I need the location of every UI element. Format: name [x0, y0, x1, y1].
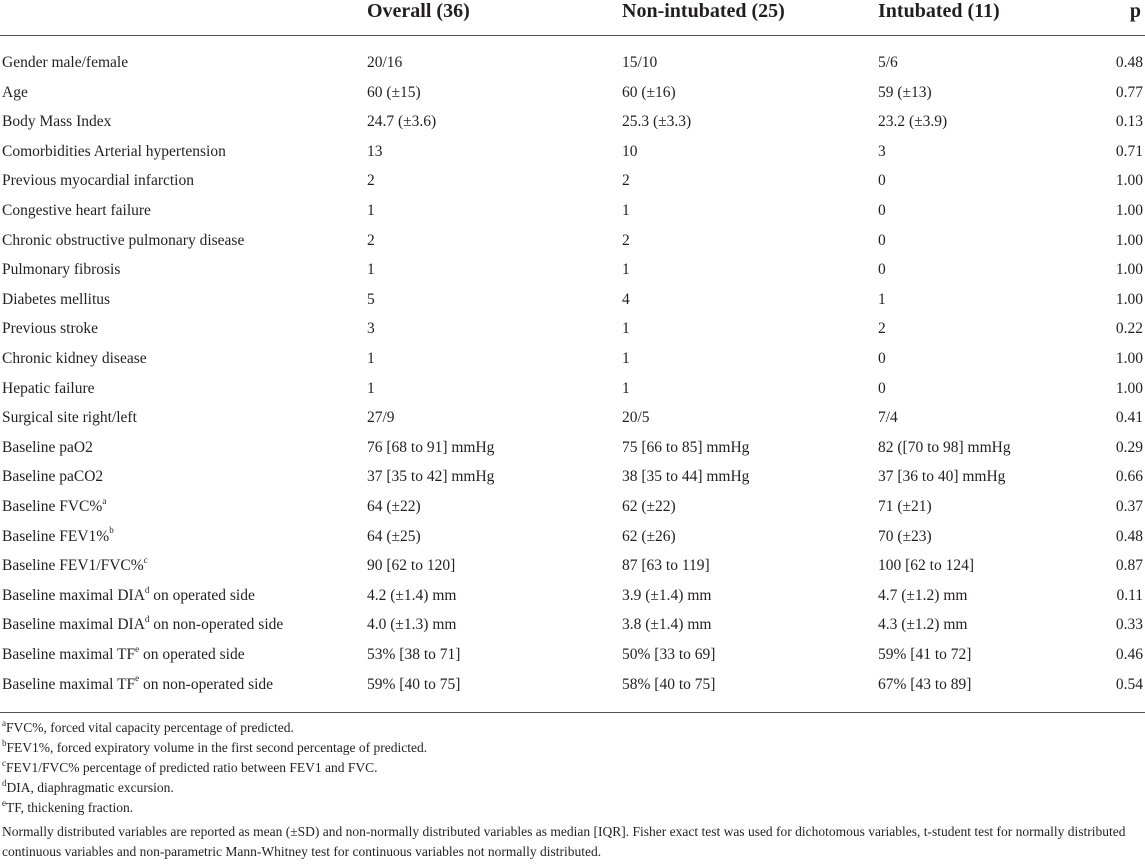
cell-p: 0.13	[1115, 113, 1143, 131]
table-row	[0, 616, 1145, 645]
cell-p: 0.54	[1115, 675, 1143, 693]
row-label-text: Comorbidities Arterial hypertension	[2, 142, 226, 160]
row-label	[2, 232, 244, 250]
cell-p: 0.22	[1115, 320, 1143, 338]
row-label-text: Hepatic failure	[2, 379, 95, 397]
cell-overall: 4.0 (±1.3) mm	[367, 616, 457, 634]
footnote-text: FEV1%, forced expiratory volume in the first second percentage of predicted.	[6, 740, 428, 755]
cell-overall: 37 [35 to 42] mmHg	[367, 468, 495, 486]
cell-non-intubated: 58% [40 to 75]	[622, 675, 716, 693]
row-label-text: Baseline FVC%	[2, 498, 103, 515]
cell-non-intubated: 25.3 (±3.3)	[622, 113, 692, 131]
cell-intubated: 0	[878, 379, 886, 397]
table-row	[0, 380, 1145, 409]
cell-non-intubated: 3.8 (±1.4) mm	[622, 616, 712, 634]
footnote-marker: a	[102, 495, 107, 506]
row-label-text: Age	[2, 83, 28, 101]
header-overall: Overall (36)	[367, 0, 470, 22]
cell-non-intubated: 1	[622, 202, 630, 219]
row-label	[2, 54, 128, 72]
cell-overall: 59% [40 to 75]	[367, 675, 461, 693]
table-note: Normally distributed variables are reported as mean (±SD) and non-normally distributed variables as median [IQR]. Fisher exact test was used for dichotomous variables, t-student test for normally distributed continuous variables and non-parametric Mann-Whitney test for continuous variables not normally distributed.	[2, 824, 1126, 859]
header-p: p	[1129, 0, 1141, 22]
cell-intubated: 7/4	[878, 409, 898, 427]
cell-non-intubated: 4	[622, 290, 630, 308]
cell-overall: 90 [62 to 120]	[367, 557, 456, 575]
footnote-marker: c	[2, 757, 6, 768]
cell-overall: 64 (±22)	[367, 498, 421, 515]
cell-overall: 3	[367, 320, 375, 338]
row-label	[2, 557, 148, 575]
header-intubated: Intubated (11)	[878, 0, 1000, 22]
cell-non-intubated: 10	[622, 142, 638, 160]
cell-intubated: 2	[878, 320, 886, 338]
row-label	[2, 380, 95, 398]
cell-p: 0.48	[1115, 54, 1143, 71]
cell-intubated: 3	[878, 142, 886, 160]
table-row	[0, 232, 1145, 261]
footnote-marker: d	[144, 614, 150, 625]
cell-overall: 13	[367, 142, 383, 160]
cell-p: 1.00	[1115, 350, 1143, 367]
cell-intubated: 4.7 (±1.2) mm	[878, 586, 968, 604]
row-label-text: Congestive heart failure	[2, 202, 151, 219]
footnote-marker: c	[143, 555, 148, 566]
row-label-text: Chronic kidney disease	[2, 350, 147, 367]
cell-overall: 2	[367, 172, 375, 190]
table-row	[0, 350, 1145, 379]
cell-non-intubated: 38 [35 to 44] mmHg	[622, 468, 750, 486]
cell-overall: 1	[367, 350, 375, 367]
cell-p: 0.37	[1115, 498, 1143, 515]
cell-overall: 20/16	[367, 54, 403, 71]
cell-intubated: 67% [43 to 89]	[878, 675, 972, 693]
footnote-text: DIA, diaphragmatic excursion.	[6, 780, 174, 795]
table-row	[0, 643, 1145, 675]
cell-non-intubated: 1	[622, 261, 630, 279]
cell-non-intubated: 62 (±26)	[622, 527, 676, 545]
cell-non-intubated: 60 (±16)	[622, 83, 676, 101]
cell-non-intubated: 2	[622, 231, 630, 249]
cell-overall: 60 (±15)	[367, 83, 421, 101]
cell-non-intubated: 75 [66 to 85] mmHg	[622, 438, 750, 456]
footnote	[2, 797, 1142, 820]
row-label	[2, 409, 137, 427]
cell-p: 0.71	[1115, 142, 1143, 160]
cell-overall: 4.2 (±1.4) mm	[367, 586, 457, 604]
cell-intubated: 37 [36 to 40] mmHg	[878, 468, 1006, 486]
footnote	[2, 777, 1142, 800]
header-non-intubated: Non-intubated (25)	[622, 0, 785, 22]
row-label-suffix: on non-operated side	[139, 675, 274, 693]
cell-p: 0.87	[1115, 557, 1143, 575]
cell-intubated: 0	[878, 231, 886, 249]
row-label	[2, 584, 255, 605]
footnote-text: FVC%, forced vital capacity percentage of predicted.	[6, 720, 294, 735]
row-label-text: Chronic obstructive pulmonary disease	[2, 231, 245, 249]
footnotes	[2, 717, 1142, 862]
cell-intubated: 59% [41 to 72]	[878, 646, 972, 663]
cell-p: 0.77	[1115, 83, 1143, 101]
bottom-rule	[0, 712, 1145, 713]
footnote-marker: e	[2, 797, 6, 808]
cell-overall: 2	[367, 231, 375, 249]
row-label	[2, 291, 110, 309]
table-row	[0, 468, 1145, 497]
table-row	[0, 84, 1145, 113]
footnote	[2, 737, 1142, 760]
row-label	[2, 643, 245, 664]
table-row	[0, 261, 1145, 290]
cell-non-intubated: 87 [63 to 119]	[622, 557, 710, 575]
footnote-marker: a	[2, 717, 6, 728]
cell-non-intubated: 1	[622, 350, 630, 367]
row-label	[2, 616, 283, 634]
row-label-text: Baseline paO2	[2, 438, 93, 456]
cell-overall: 1	[367, 379, 375, 397]
row-label-text: Diabetes mellitus	[2, 290, 111, 308]
cell-p: 1.00	[1115, 202, 1143, 219]
cell-p: 0.41	[1115, 409, 1143, 427]
cell-overall: 27/9	[367, 409, 395, 427]
cell-p: 0.29	[1115, 438, 1143, 456]
row-label	[2, 495, 107, 516]
footnote-marker: b	[109, 525, 114, 536]
cell-p: 0.48	[1115, 527, 1143, 545]
cell-intubated: 0	[878, 350, 886, 367]
cell-non-intubated: 1	[622, 379, 630, 397]
cell-non-intubated: 20/5	[622, 409, 650, 427]
footnote	[2, 717, 1142, 740]
row-label	[2, 113, 111, 131]
row-label	[2, 350, 147, 368]
row-label-text: Baseline FEV1/FVC%	[2, 557, 144, 575]
row-label-text: Gender male/female	[2, 54, 129, 71]
cell-p: 1.00	[1115, 379, 1143, 397]
footnote	[2, 757, 1142, 780]
cell-p: 0.66	[1115, 468, 1143, 486]
row-label-text: Body Mass Index	[2, 113, 112, 131]
cell-intubated: 0	[878, 172, 886, 190]
table-row	[0, 291, 1145, 320]
cell-p: 0.33	[1115, 616, 1143, 634]
row-label-text: Surgical site right/left	[2, 409, 137, 427]
table-row	[0, 202, 1145, 231]
cell-overall: 64 (±25)	[367, 527, 421, 545]
table-row	[0, 143, 1145, 172]
cell-overall: 5	[367, 290, 375, 308]
table-row	[0, 525, 1145, 557]
footnote-marker: e	[135, 643, 140, 654]
cell-p: 1.00	[1115, 231, 1143, 249]
cell-intubated: 0	[878, 261, 886, 279]
cell-non-intubated: 2	[622, 172, 630, 190]
row-label-suffix: on non-operated side	[149, 616, 284, 634]
cell-p: 1.00	[1115, 172, 1143, 190]
cell-overall: 24.7 (±3.6)	[367, 113, 437, 131]
table-row	[0, 409, 1145, 438]
footnote-text: TF, thickening fraction.	[6, 800, 134, 815]
row-label	[2, 673, 274, 694]
cell-overall: 76 [68 to 91] mmHg	[367, 438, 495, 456]
row-label-text: Previous stroke	[2, 320, 99, 338]
table-row	[0, 54, 1145, 83]
row-label	[2, 320, 98, 338]
row-label-text: Baseline FEV1%	[2, 527, 110, 545]
row-label	[2, 143, 226, 161]
table-row	[0, 495, 1145, 527]
cell-non-intubated: 3.9 (±1.4) mm	[622, 586, 712, 604]
cell-non-intubated: 62 (±22)	[622, 498, 676, 515]
footnote-marker: b	[2, 737, 7, 748]
footnote-marker: e	[135, 673, 140, 684]
cell-p: 0.46	[1115, 646, 1143, 663]
cell-intubated: 1	[878, 290, 886, 308]
cell-non-intubated: 1	[622, 320, 630, 338]
row-label	[2, 525, 114, 546]
cell-intubated: 23.2 (±3.9)	[878, 113, 948, 131]
cell-intubated: 82 ([70 to 98] mmHg	[878, 438, 1011, 456]
row-label	[2, 202, 151, 220]
cell-intubated: 5/6	[878, 54, 898, 71]
cell-overall: 1	[367, 261, 375, 279]
cell-non-intubated: 50% [33 to 69]	[622, 646, 716, 663]
table-row	[0, 673, 1145, 705]
footnote-list	[2, 717, 1142, 820]
row-label-text: Baseline maximal DIA	[2, 616, 145, 634]
footnote-marker: d	[2, 777, 7, 788]
row-label-text: Previous myocardial infarction	[2, 172, 194, 190]
table-row	[0, 320, 1145, 349]
cell-intubated: 4.3 (±1.2) mm	[878, 616, 968, 634]
table-row	[0, 113, 1145, 142]
row-label-suffix: on operated side	[149, 586, 255, 604]
cell-intubated: 71 (±21)	[878, 498, 932, 515]
row-label	[2, 84, 28, 102]
cell-p: 0.11	[1116, 586, 1143, 604]
row-label	[2, 261, 120, 279]
table-row	[0, 172, 1145, 201]
header-rule	[0, 35, 1145, 36]
cell-p: 1.00	[1115, 290, 1143, 308]
footnote-marker: d	[144, 584, 150, 595]
table-row	[0, 584, 1145, 616]
footnote-text: FEV1/FVC% percentage of predicted ratio between FEV1 and FVC.	[6, 760, 378, 775]
cell-p: 1.00	[1115, 261, 1143, 279]
table-row	[0, 439, 1145, 468]
row-label	[2, 439, 93, 457]
row-label	[2, 468, 103, 486]
cell-intubated: 70 (±23)	[878, 527, 932, 545]
row-label-text: Baseline maximal TF	[2, 675, 136, 693]
cell-intubated: 59 (±13)	[878, 83, 932, 101]
row-label	[2, 172, 194, 190]
row-label-text: Baseline maximal TF	[2, 646, 136, 663]
row-label-text: Baseline maximal DIA	[2, 586, 145, 604]
table-row	[0, 557, 1145, 586]
cell-overall: 53% [38 to 71]	[367, 646, 461, 663]
cell-non-intubated: 15/10	[622, 54, 658, 71]
cell-overall: 1	[367, 202, 375, 219]
row-label-suffix: on operated side	[139, 646, 245, 663]
row-label-text: Pulmonary fibrosis	[2, 261, 121, 279]
cell-intubated: 0	[878, 202, 886, 219]
cell-intubated: 100 [62 to 124]	[878, 557, 975, 575]
row-label-text: Baseline paCO2	[2, 468, 104, 486]
